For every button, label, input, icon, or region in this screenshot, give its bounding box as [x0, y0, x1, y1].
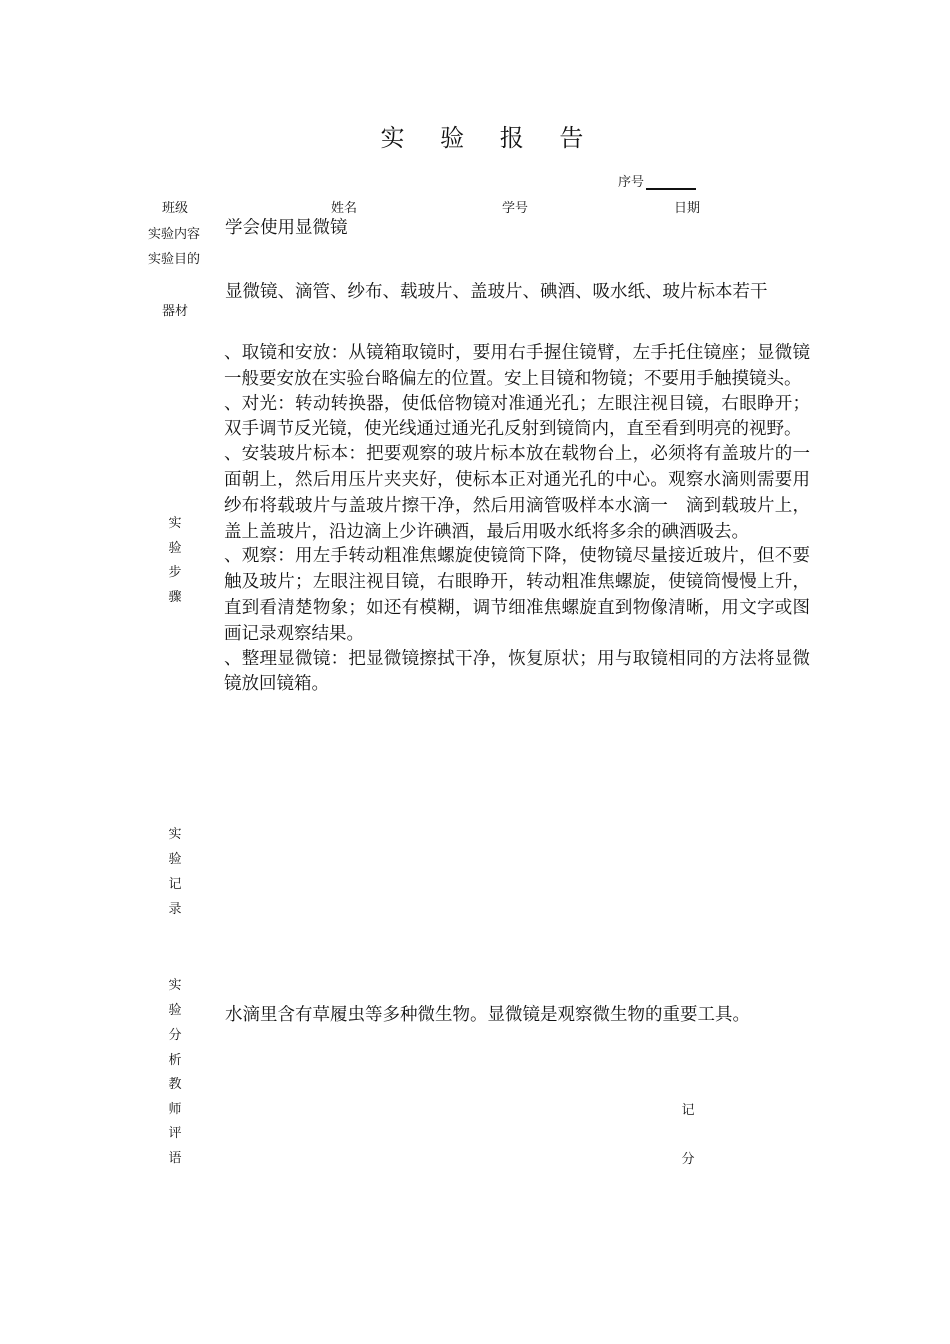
date-label: 日期	[674, 201, 701, 216]
score-label-char: 记	[681, 1103, 695, 1118]
step-item: 、取镜和安放：从镜箱取镜时，要用右手握住镜臂，左手托住镜座；显微镜一般要安放在实验台略偏左的位置。安上目镜和物镜；不要用手触摸镜头。	[224, 343, 810, 389]
step-item: 、观察：用左手转动粗准焦螺旋使镜筒下降，使物镜尽量接近玻片，但不要触及玻片；左眼注视目镜，右眼睁开，转动粗准焦螺旋，使镜筒慢慢上升，直到看清楚物象；如还有模糊，调节细准焦螺旋直到物像清晰，用文字或图画记录观察结果。	[224, 546, 810, 644]
name-label: 姓名	[331, 201, 358, 216]
step-item: 、整理显微镜：把显微镜擦拭干净，恢复原状；用与取镜相同的方法将显微镜放回镜箱。	[224, 648, 810, 695]
analysis-label-char: 分	[168, 1028, 182, 1043]
steps-label-char: 骤	[168, 589, 182, 605]
content-value: 学会使用显微镜	[225, 218, 348, 238]
report-title: 实 验 报 告	[380, 124, 598, 152]
comment-label-char: 评	[168, 1126, 182, 1141]
step-item: 、对光：转动转换器，使低倍物镜对准通光孔；左眼注视目镜，右眼睁开；双手调节反光镜，使光线通过通光孔反射到镜筒内，直至看到明亮的视野。	[224, 393, 810, 440]
record-label-char: 录	[168, 902, 182, 917]
comment-label	[160, 1073, 190, 1171]
serial-number-blank	[646, 173, 696, 190]
analysis-label	[160, 973, 190, 1073]
record-label-char: 验	[168, 852, 182, 867]
analysis-label-char: 实	[168, 978, 182, 993]
step-item: 、安装玻片标本：把要观察的玻片标本放在载物台上，必须将有盖玻片的一面朝上，然后用压片夹夹好，使标本正对通光孔的中心。观察水滴则需要用纱布将载玻片与盖玻片擦干净，然后用滴管吸样本水滴一 滴到载玻片上，盖上盖玻片，沿边滴上少许碘酒，最后用吸水纸将多余的碘酒吸去。	[224, 444, 810, 542]
student-id-label: 学号	[502, 201, 529, 216]
steps-label-char: 步	[168, 565, 182, 580]
steps-label-char: 验	[168, 540, 182, 556]
serial-number-field	[618, 171, 696, 190]
materials-label: 器材	[162, 304, 189, 319]
analysis-value: 水滴里含有草履虫等多种微生物。显微镜是观察微生物的重要工具。	[225, 1005, 750, 1025]
steps-label-char: 实	[168, 516, 182, 531]
purpose-label: 实验目的	[148, 252, 201, 267]
record-label-char: 记	[168, 877, 182, 892]
analysis-label-char: 析	[168, 1053, 182, 1068]
comment-label-char: 语	[168, 1150, 182, 1166]
class-label: 班级	[162, 201, 189, 216]
score-label	[673, 1086, 703, 1184]
materials-value: 显微镜、滴管、纱布、载玻片、盖玻片、碘酒、吸水纸、玻片标本若干	[225, 282, 768, 302]
content-label: 实验内容	[148, 227, 201, 242]
analysis-label-char: 验	[168, 1003, 182, 1018]
serial-number-label: 序号	[618, 175, 645, 190]
comment-label-char: 师	[168, 1101, 182, 1117]
comment-label-char: 教	[168, 1077, 182, 1092]
score-label-char: 分	[681, 1152, 695, 1167]
steps-list	[224, 341, 810, 698]
steps-label	[160, 512, 190, 610]
record-label-char: 实	[168, 827, 182, 842]
record-label	[160, 822, 190, 922]
